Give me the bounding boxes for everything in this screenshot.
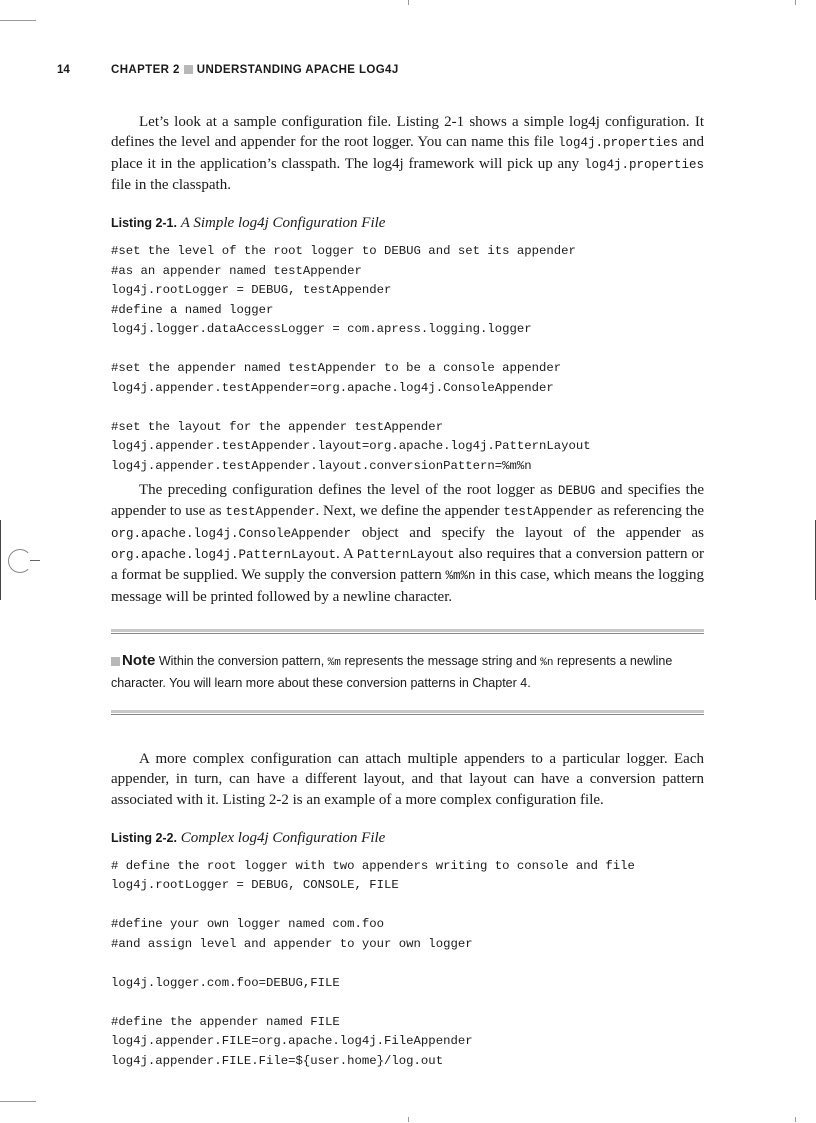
listing-label: Listing 2-2.	[111, 830, 177, 845]
code-line: #define your own logger named com.foo	[111, 917, 385, 932]
note-label: Note	[122, 651, 156, 669]
paragraph-complex-config: A more complex configuration can attach multiple appenders to a particular logger. Each appender, in turn, can have a different layout, and that layout can have a conversion pattern associated with it. Listing 2-2 is an example of a more complex configuration file.	[111, 750, 704, 808]
text: as referencing the	[593, 503, 704, 520]
listing-2-1-caption	[111, 213, 704, 233]
square-bullet-icon	[184, 65, 193, 74]
text: Let’s look at a sample configuration file. Listing 2-1 shows a simple log4j configuration. It defines the level and appender for the root logger. You can name this file	[111, 114, 704, 151]
crop-mark-top-left	[0, 20, 36, 21]
code-line: log4j.appender.testAppender.layout=org.apache.log4j.PatternLayout	[111, 439, 591, 454]
code-line: #set the level of the root logger to DEBUG and set its appender	[111, 244, 576, 259]
crop-tick-bottom-center	[408, 1117, 409, 1122]
registration-mark	[8, 549, 32, 573]
inline-code: %m	[327, 656, 341, 669]
running-head	[111, 64, 399, 76]
text: object and specify the layout of the appender as	[351, 524, 704, 541]
crop-tick-top-center	[408, 0, 409, 5]
text: file in the classpath.	[111, 176, 231, 193]
paragraph-explanation	[111, 480, 704, 607]
listing-title: Complex log4j Configuration File	[180, 829, 386, 846]
code-line: #as an appender named testAppender	[111, 263, 362, 278]
code-line: log4j.rootLogger = DEBUG, testAppender	[111, 283, 392, 298]
inline-code: %n	[540, 656, 554, 669]
chapter-label: CHAPTER 2	[111, 64, 180, 76]
text: also requires that a conversion pattern or a format be supplied. We supply the conversion pattern	[111, 546, 704, 584]
page-header	[0, 64, 816, 78]
listing-2-2-code	[111, 857, 704, 1072]
listing-2-2-caption	[111, 828, 704, 848]
note-rule-bottom	[111, 710, 704, 715]
inline-code: %m%n	[445, 569, 476, 584]
code-line: log4j.rootLogger = DEBUG, CONSOLE, FILE	[111, 878, 399, 893]
code-line: #and assign level and appender to your own logger	[111, 936, 473, 951]
inline-code: org.apache.log4j.ConsoleAppender	[111, 526, 352, 541]
inline-code: PatternLayout	[356, 548, 455, 563]
chapter-title: UNDERSTANDING APACHE LOG4J	[196, 64, 399, 76]
crop-tick-bottom-right	[795, 1117, 796, 1122]
text: represents the message string and	[340, 653, 541, 668]
inline-code: DEBUG	[557, 484, 596, 499]
crop-tick-top-right	[795, 0, 796, 5]
code-line: log4j.appender.FILE.File=${user.home}/log.out	[111, 1053, 444, 1068]
listing-2-1-code	[111, 242, 704, 476]
code-line: log4j.logger.dataAccessLogger = com.apress.logging.logger	[111, 322, 532, 337]
page-number: 14	[57, 64, 70, 76]
inline-code: testAppender	[503, 505, 594, 520]
text: . A	[336, 546, 357, 563]
code-line: #set the layout for the appender testAppender	[111, 419, 444, 434]
code-line: # define the root logger with two appenders writing to console and file	[111, 858, 635, 873]
note-rule-top	[111, 629, 704, 634]
code-line: log4j.appender.testAppender.layout.conversionPattern=%m%n	[111, 458, 532, 473]
text: and place it in the application’s classpath. The log4j framework will pick up any	[111, 134, 704, 172]
code-line: log4j.appender.FILE=org.apache.log4j.FileAppender	[111, 1034, 473, 1049]
inline-code: testAppender	[225, 505, 316, 520]
crop-mark-bottom-left	[0, 1101, 36, 1102]
registration-mark-tick	[30, 560, 40, 561]
code-line: #set the appender named testAppender to be a console appender	[111, 361, 562, 376]
code-line: #define the appender named FILE	[111, 1014, 340, 1029]
text: . Next, we define the appender	[315, 503, 504, 520]
inline-code: org.apache.log4j.PatternLayout	[111, 548, 337, 563]
code-line: log4j.logger.com.foo=DEBUG,FILE	[111, 975, 340, 990]
text: in this case, which means the logging message will be printed followed by a newline character.	[111, 567, 704, 605]
note-box	[111, 651, 704, 693]
registration-line-left	[0, 520, 1, 600]
inline-code: log4j.properties	[558, 136, 679, 151]
text: and specifies the appender to use as	[111, 482, 704, 520]
text: The preceding configuration defines the level of the root logger as	[139, 482, 558, 499]
listing-label: Listing 2-1.	[111, 216, 177, 231]
code-line: log4j.appender.testAppender=org.apache.log4j.ConsoleAppender	[111, 380, 554, 395]
listing-title: A Simple log4j Configuration File	[180, 215, 386, 232]
text: Within the conversion pattern,	[155, 653, 328, 668]
inline-code: log4j.properties	[583, 157, 704, 172]
paragraph-intro	[111, 112, 704, 195]
page-body	[111, 112, 704, 1071]
square-bullet-icon	[111, 657, 120, 666]
code-line: #define a named logger	[111, 302, 274, 317]
text: represents a newline character. You will learn more about these conversion patterns in Chapter 4.	[111, 653, 673, 690]
